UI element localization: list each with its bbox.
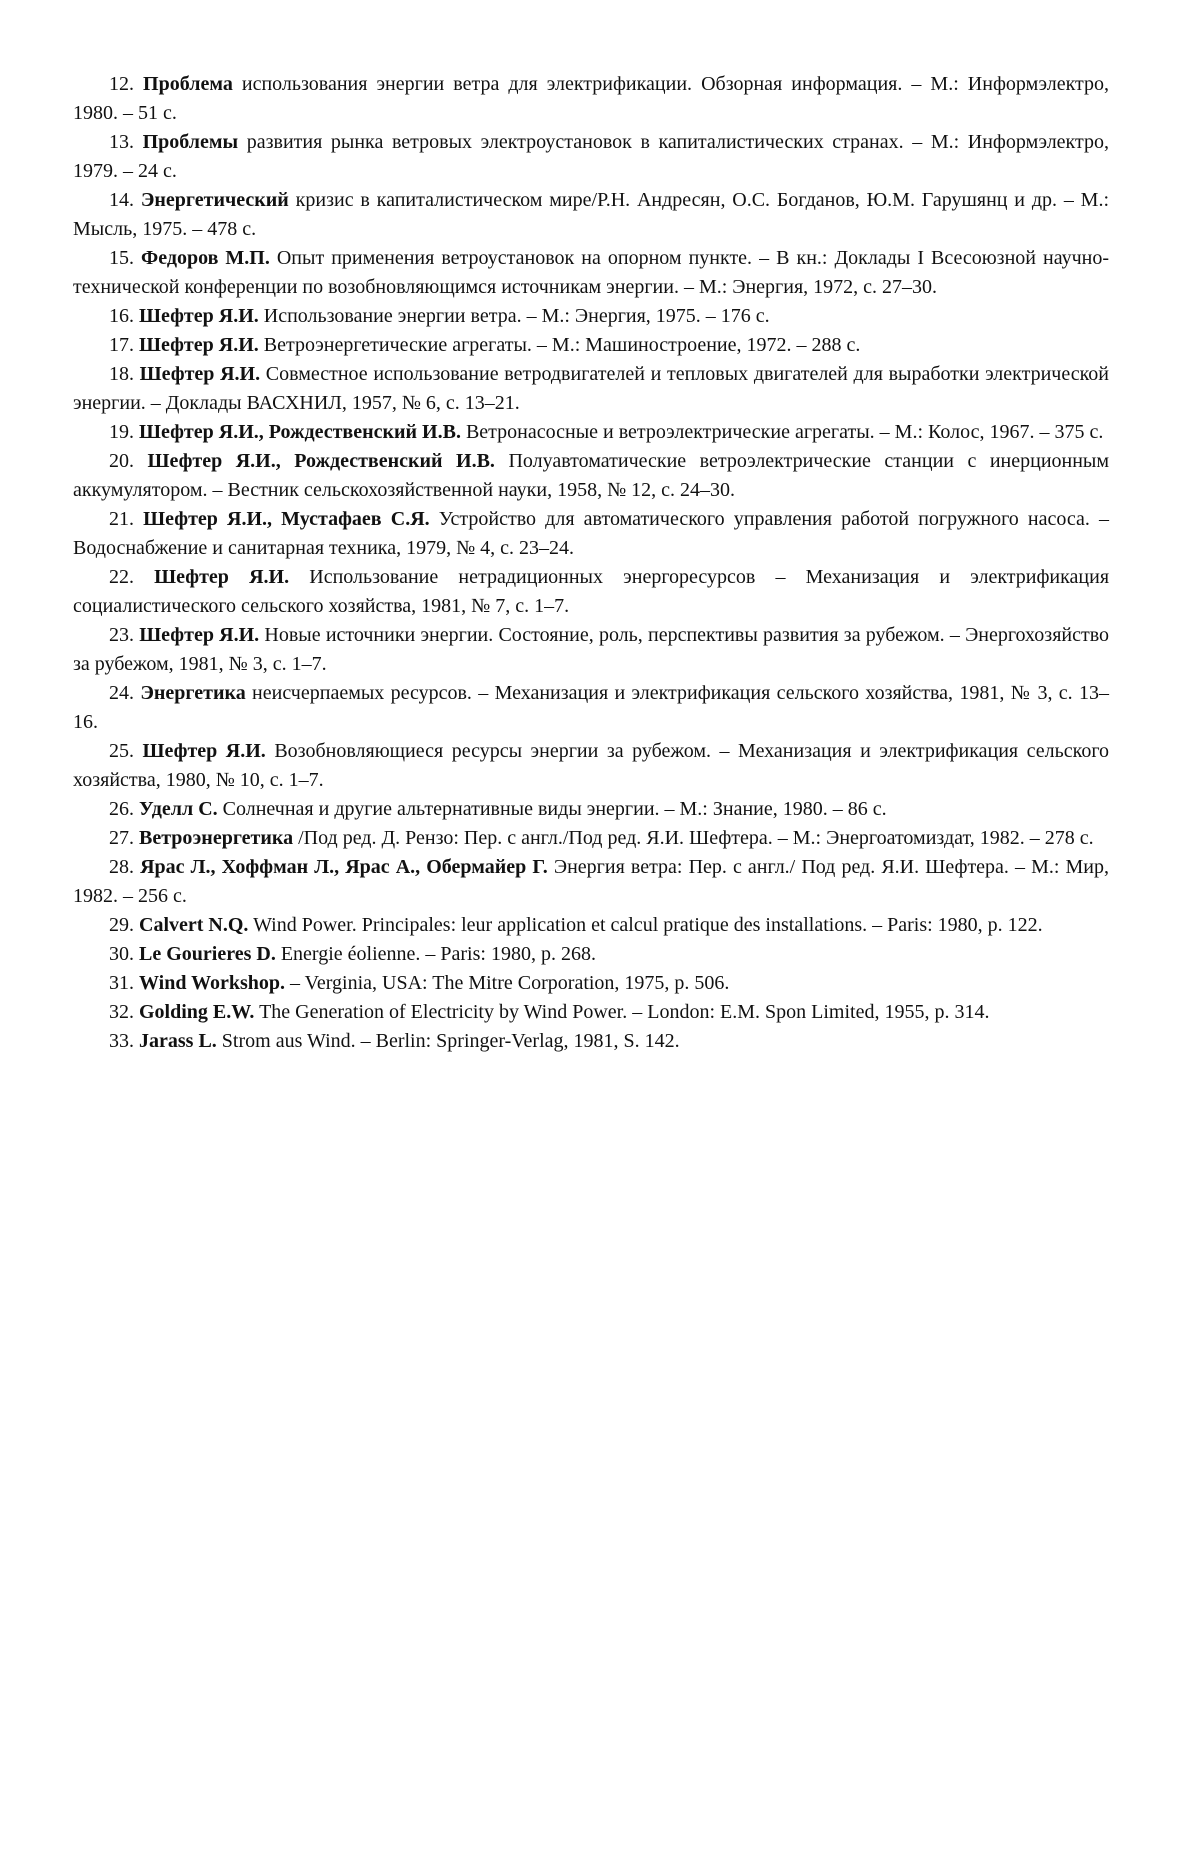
reference-author: Calvert N.Q. bbox=[139, 914, 249, 936]
reference-number: 31. bbox=[109, 972, 134, 994]
reference-author: Проблемы bbox=[142, 131, 239, 153]
reference-item bbox=[73, 186, 1109, 244]
reference-item bbox=[73, 853, 1109, 911]
reference-number: 16. bbox=[109, 305, 134, 327]
reference-text: Возобновляющиеся ресурсы энергии за рубежом. – Механизация и электрификация сельского хозяйства, 1980, № 10, с. 1–7. bbox=[73, 740, 1110, 791]
reference-item bbox=[73, 969, 1109, 998]
reference-text: Energie éolienne. – Paris: 1980, p. 268. bbox=[280, 943, 596, 965]
reference-item bbox=[73, 331, 1109, 360]
reference-number: 15. bbox=[109, 247, 134, 269]
reference-text: Wind Power. Principales: leur application et calcul pratique des installations. – Paris: 1980, p. 122. bbox=[253, 914, 1043, 936]
reference-number: 20. bbox=[109, 450, 134, 472]
reference-item bbox=[73, 505, 1109, 563]
reference-number: 24. bbox=[109, 682, 134, 704]
reference-text: неисчерпаемых ресурсов. – Механизация и электрификация сельского хозяйства, 1981, № 3, с. 13–16. bbox=[73, 682, 1110, 733]
reference-number: 21. bbox=[109, 508, 134, 530]
reference-number: 29. bbox=[109, 914, 134, 936]
reference-item bbox=[73, 70, 1109, 128]
reference-list bbox=[73, 70, 1109, 1056]
reference-number: 32. bbox=[109, 1001, 134, 1023]
reference-number: 25. bbox=[109, 740, 134, 762]
reference-item bbox=[73, 563, 1109, 621]
reference-text: развития рынка ветровых электроустановок в капиталистических странах. – М.: Информэлектро, 1979. – 24 с. bbox=[73, 131, 1109, 182]
reference-item bbox=[73, 418, 1109, 447]
reference-item bbox=[73, 940, 1109, 969]
reference-text: Опыт применения ветроустановок на опорном пункте. – В кн.: Доклады I Всесоюзной научно-технической конференции по возобновляющимся источникам энергии. – М.: Энергия, 1972, с. 27–30. bbox=[73, 247, 1109, 298]
reference-author: Шефтер Я.И., Мустафаев С.Я. bbox=[143, 508, 430, 530]
reference-item bbox=[73, 302, 1109, 331]
reference-number: 33. bbox=[109, 1030, 134, 1052]
reference-author: Ярас Л., Хоффман Л., Ярас А., Обермайер Г. bbox=[140, 856, 548, 878]
reference-text: использования энергии ветра для электрификации. Обзорная информация. – М.: Информэлектро, 1980. – 51 с. bbox=[73, 73, 1110, 124]
reference-author: Шефтер Я.И. bbox=[139, 334, 259, 356]
reference-item bbox=[73, 998, 1109, 1027]
reference-author: Le Gourieres D. bbox=[139, 943, 276, 965]
reference-number: 13. bbox=[109, 131, 134, 153]
reference-author: Шефтер Я.И. bbox=[142, 740, 266, 762]
reference-author: Шефтер Я.И. bbox=[139, 363, 261, 385]
reference-text: Солнечная и другие альтернативные виды энергии. – М.: Знание, 1980. – 86 с. bbox=[222, 798, 887, 820]
reference-item bbox=[73, 679, 1109, 737]
reference-text: Полуавтоматические ветроэлектрические станции с инерционным аккумулятором. – Вестник сельскохозяйственной науки, 1958, № 12, с. 24–30. bbox=[73, 450, 1110, 501]
reference-number: 19. bbox=[109, 421, 134, 443]
reference-item bbox=[73, 911, 1109, 940]
reference-number: 14. bbox=[109, 189, 134, 211]
reference-text: Strom aus Wind. – Berlin: Springer-Verlag, 1981, S. 142. bbox=[221, 1030, 680, 1052]
reference-author: Энергетический bbox=[140, 189, 289, 211]
reference-number: 27. bbox=[109, 827, 134, 849]
reference-item bbox=[73, 824, 1109, 853]
reference-item bbox=[73, 447, 1109, 505]
reference-text: – Verginia, USA: The Mitre Corporation, 1975, p. 506. bbox=[290, 972, 730, 994]
reference-number: 22. bbox=[109, 566, 134, 588]
reference-text: Ветронасосные и ветроэлектрические агрегаты. – М.: Колос, 1967. – 375 с. bbox=[465, 421, 1104, 443]
reference-number: 23. bbox=[109, 624, 134, 646]
reference-text: Энергия ветра: Пер. с англ./ Под ред. Я.И. Шефтера. – М.: Мир, 1982. – 256 с. bbox=[73, 856, 1110, 907]
reference-author: Golding E.W. bbox=[139, 1001, 255, 1023]
reference-text: Новые источники энергии. Состояние, роль, перспективы развития за рубежом. – Энергохозяйство за рубежом, 1981, № 3, с. 1–7. bbox=[73, 624, 1110, 675]
reference-item bbox=[73, 360, 1109, 418]
reference-author: Энергетика bbox=[140, 682, 246, 704]
reference-text: /Под ред. Д. Рензо: Пер. с англ./Под ред. Я.И. Шефтера. – М.: Энергоатомиздат, 1982. – 278 с. bbox=[298, 827, 1094, 849]
reference-number: 26. bbox=[109, 798, 134, 820]
reference-text: Ветроэнергетические агрегаты. – М.: Машиностроение, 1972. – 288 с. bbox=[263, 334, 861, 356]
reference-author: Шефтер Я.И., Рождественский И.В. bbox=[139, 421, 461, 443]
reference-text: Использование энергии ветра. – М.: Энергия, 1975. – 176 с. bbox=[263, 305, 770, 327]
reference-item bbox=[73, 244, 1109, 302]
reference-text: кризис в капиталистическом мире/Р.Н. Андресян, О.С. Богданов, Ю.М. Гарушянц и др. – М.: Мысль, 1975. – 478 с. bbox=[73, 189, 1110, 240]
reference-author: Шефтер Я.И. bbox=[139, 305, 259, 327]
reference-text: The Generation of Electricity by Wind Power. – London: E.M. Spon Limited, 1955, p. 314. bbox=[259, 1001, 990, 1023]
reference-author: Шефтер Я.И. bbox=[139, 624, 260, 646]
reference-item bbox=[73, 737, 1109, 795]
reference-author: Федоров М.П. bbox=[141, 247, 270, 269]
reference-author: Шефтер Я.И., Рождественский И.В. bbox=[147, 450, 495, 472]
reference-number: 18. bbox=[109, 363, 134, 385]
reference-number: 30. bbox=[109, 943, 134, 965]
reference-author: Шефтер Я.И. bbox=[154, 566, 290, 588]
reference-item bbox=[73, 128, 1109, 186]
reference-text: Устройство для автоматического управления работой погружного насоса. – Водоснабжение и санитарная техника, 1979, № 4, с. 23–24. bbox=[73, 508, 1110, 559]
reference-item bbox=[73, 621, 1109, 679]
reference-author: Jarass L. bbox=[139, 1030, 217, 1052]
reference-item bbox=[73, 795, 1109, 824]
reference-author: Проблема bbox=[143, 73, 233, 95]
reference-text: Совместное использование ветродвигателей и тепловых двигателей для выработки электрической энергии. – Доклады ВАСХНИЛ, 1957, № 6, с. 13–21. bbox=[73, 363, 1110, 414]
reference-text: Использование нетрадиционных энергоресурсов – Механизация и электрификация социалистического сельского хозяйства, 1981, № 7, с. 1–7. bbox=[73, 566, 1110, 617]
reference-number: 17. bbox=[109, 334, 134, 356]
reference-number: 28. bbox=[109, 856, 134, 878]
reference-author: Уделл С. bbox=[139, 798, 218, 820]
reference-number: 12. bbox=[109, 73, 134, 95]
reference-item bbox=[73, 1027, 1109, 1056]
reference-author: Ветроэнергетика bbox=[139, 827, 294, 849]
reference-author: Wind Workshop. bbox=[139, 972, 286, 994]
